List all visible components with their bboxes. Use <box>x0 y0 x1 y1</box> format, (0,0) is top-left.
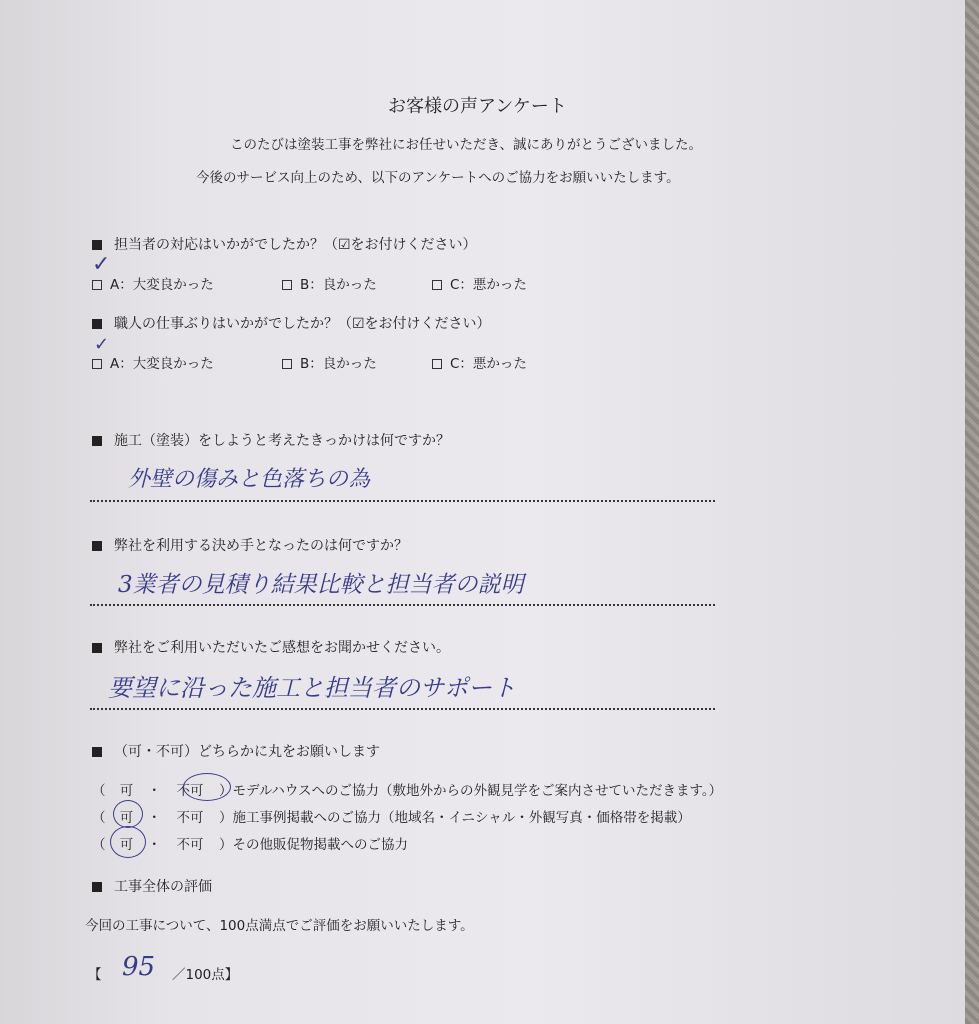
checkmark-icon: ✓ <box>94 334 110 355</box>
question-2-text: 職人の仕事ぶりはいかがでしたか？（☑をお付けください） <box>114 316 491 332</box>
bullet-icon <box>92 643 102 653</box>
checkbox-checked-icon[interactable] <box>92 280 102 290</box>
q1-option-c[interactable]: C：悪かった <box>432 273 527 293</box>
question-1 <box>92 234 477 254</box>
page-title: お客様の声アンケート <box>388 96 567 117</box>
fuka-option[interactable]: 不可 <box>176 783 204 799</box>
intro-line-2: 今後のサービス向上のため、以下のアンケートへのご協力をお願いいたします。 <box>196 170 680 186</box>
bullet-icon <box>92 436 102 446</box>
question-2 <box>92 313 491 333</box>
question-4: 弊社を利用する決め手となったのは何ですか？ <box>92 535 408 555</box>
checkbox-checked-icon[interactable] <box>92 359 102 369</box>
answer-line <box>90 604 715 606</box>
q2-option-a[interactable]: A：大変良かった <box>92 352 214 372</box>
score-handwriting[interactable]: 95 <box>122 952 156 982</box>
q1-option-a[interactable]: A：大変良かった <box>92 273 214 293</box>
checkbox-icon[interactable] <box>432 280 442 290</box>
score-instruction: 今回の工事について、100点満点でご評価をお願いいたします。 <box>85 918 474 934</box>
fuka-option[interactable]: 不可 <box>176 810 204 826</box>
fuka-option[interactable]: 不可 <box>176 837 204 853</box>
answer-5-handwriting[interactable]: 要望に沿った施工と担当者のサポート <box>108 674 516 702</box>
consent-row-case-study: （ 可 ・ 不可 ）施工事例掲載へのご協力（地域名・イニシャル・外観写真・価格帯を掲載） <box>92 806 691 826</box>
checkmark-icon: ✓ <box>92 252 111 277</box>
score-max: ／100点】 <box>172 967 239 983</box>
bullet-icon <box>92 882 102 892</box>
q2-option-c[interactable]: C：悪かった <box>432 352 527 372</box>
answer-3-handwriting[interactable]: 外壁の傷みと色落ちの為 <box>128 467 371 492</box>
answer-4-handwriting[interactable]: 3業者の見積り結果比較と担当者の説明 <box>118 572 524 598</box>
checkbox-icon[interactable] <box>282 280 292 290</box>
bullet-icon <box>92 541 102 551</box>
question-6: （可・不可）どちらかに丸をお願いします <box>92 741 380 761</box>
checkbox-icon[interactable] <box>282 359 292 369</box>
ka-option[interactable]: 可 <box>119 837 134 853</box>
answer-line <box>90 708 715 710</box>
selection-circle <box>110 826 146 858</box>
q1-option-b[interactable]: B：良かった <box>282 273 377 293</box>
consent-row-model-house: （ 可 ・ 不可 ）モデルハウスへのご協力（敷地外からの外観見学をご案内させていただきます。） <box>92 779 722 799</box>
ka-option[interactable]: 可 <box>119 810 134 826</box>
ka-option[interactable]: 可 <box>119 783 134 799</box>
question-3: 施工（塗装）をしようと考えたきっかけは何ですか？ <box>92 430 450 450</box>
checkbox-icon[interactable] <box>432 359 442 369</box>
question-1-text: 担当者の対応はいかがでしたか？（☑をお付けください） <box>114 237 477 253</box>
q2-option-b[interactable]: B：良かった <box>282 352 377 372</box>
selection-circle <box>113 800 143 828</box>
selection-circle <box>183 773 231 801</box>
question-5: 弊社をご利用いただいたご感想をお聞かせください。 <box>92 637 450 657</box>
consent-row-promo: （ 可 ・ 不可 ）その他販促物掲載へのご協力 <box>92 833 408 853</box>
answer-line <box>90 500 715 502</box>
bullet-icon <box>92 240 102 250</box>
question-7: 工事全体の評価 <box>92 876 212 896</box>
bullet-icon <box>92 747 102 757</box>
score-open-bracket: 【 <box>88 967 102 983</box>
intro-line-1: このたびは塗装工事を弊社にお任せいただき、誠にありがとうございました。 <box>230 137 702 153</box>
bullet-icon <box>92 319 102 329</box>
